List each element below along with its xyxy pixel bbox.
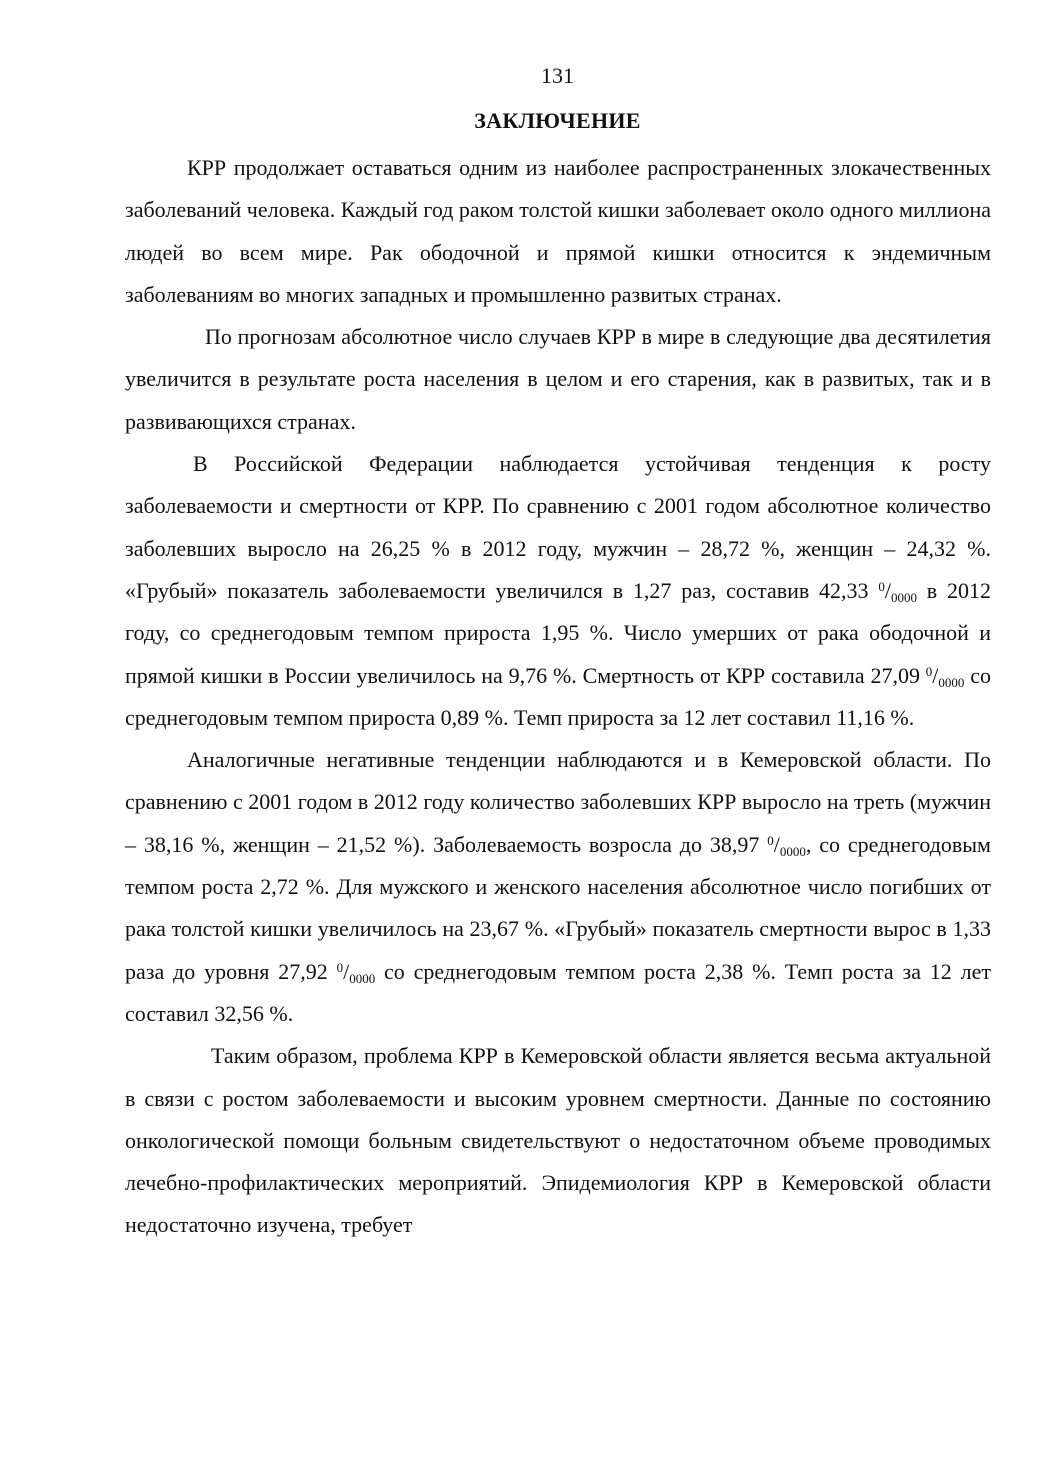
paragraph-3 (125, 443, 991, 739)
paragraph-3-part-b: в 2012 году, со среднегодовым темпом прироста 1,95 %. Число умерших от рака ободочной и прямой кишки в России увеличилось на 9,76 %. Смертность от КРР составила 27,09 (125, 577, 991, 688)
per-100000-unit: $^0/_{0000}$ (767, 831, 806, 859)
paragraph-2: По прогнозам абсолютное число случаев КРР в мире в следующие два десятилетия увеличится в результате роста населения в целом и его старения, как в развитых, так и в развивающихся странах. (125, 324, 991, 434)
paragraph-1: КРР продолжает оставаться одним из наиболее распространенных злокачественных заболеваний человека. Каждый год раком толстой кишки заболевает около одного миллиона людей во всем мире. Рак ободочной и прямой кишки относится к эндемичным заболеваниям во многих западных и промышленно развитых странах. (125, 155, 991, 307)
per-100000-unit: $^0/_{0000}$ (336, 958, 376, 986)
paragraph-5: Таким образом, проблема КРР в Кемеровской области является весьма актуальной в связи с ростом заболеваемости и высоким уровнем смертности. Данные по состоянию онкологической помощи больным свидетельствуют о недостаточном объеме проводимых лечебно-профилактических мероприятий. Эпидемиология КРР в Кемеровской области недостаточно изучена, требует (125, 1043, 991, 1238)
per-100000-unit: $^0/_{0000}$ (878, 577, 917, 605)
paragraph-4-part-c: со среднегодовым темпом роста 2,38 %. Темп роста за 12 лет составил 32,56 %. (125, 958, 991, 1026)
per-100000-unit: $^0/_{0000}$ (925, 662, 965, 690)
section-title: ЗАКЛЮЧЕНИЕ (474, 108, 641, 133)
page-number: 131 (541, 63, 574, 88)
paragraph-4 (125, 739, 991, 1035)
paragraph-4-part-b: , со среднегодовым темпом роста 2,72 %. Для мужского и женского населения абсолютное число погибших от рака толстой кишки увеличилось на 23,67 %. «Грубый» показатель смертности вырос в 1,33 раза до уровня 27,92 (125, 831, 991, 984)
body-text (125, 147, 991, 1247)
paragraph-3-part-c: со среднегодовым темпом прироста 0,89 %. Темп прироста за 12 лет составил 11,16 %. (125, 662, 992, 730)
paragraph-3-part-a: В Российской Федерации наблюдается устойчивая тенденция к росту заболеваемости и смертности от КРР. По сравнению с 2001 годом абсолютное количество заболевших выросло на 26,25 % в 2012 году, мужчин – 28,72 %, женщин – 24,32 %. «Грубый» показатель заболеваемости увеличился в 1,27 раз, составив 42,33 (125, 451, 991, 603)
paragraph-4-part-a: Аналогичные негативные тенденции наблюдаются и в Кемеровской области. По сравнению с 2001 годом в 2012 году количество заболевших КРР выросло на треть (мужчин – 38,16 %, женщин – 21,52 %). Заболеваемость возросла до 38,97 (125, 747, 991, 857)
